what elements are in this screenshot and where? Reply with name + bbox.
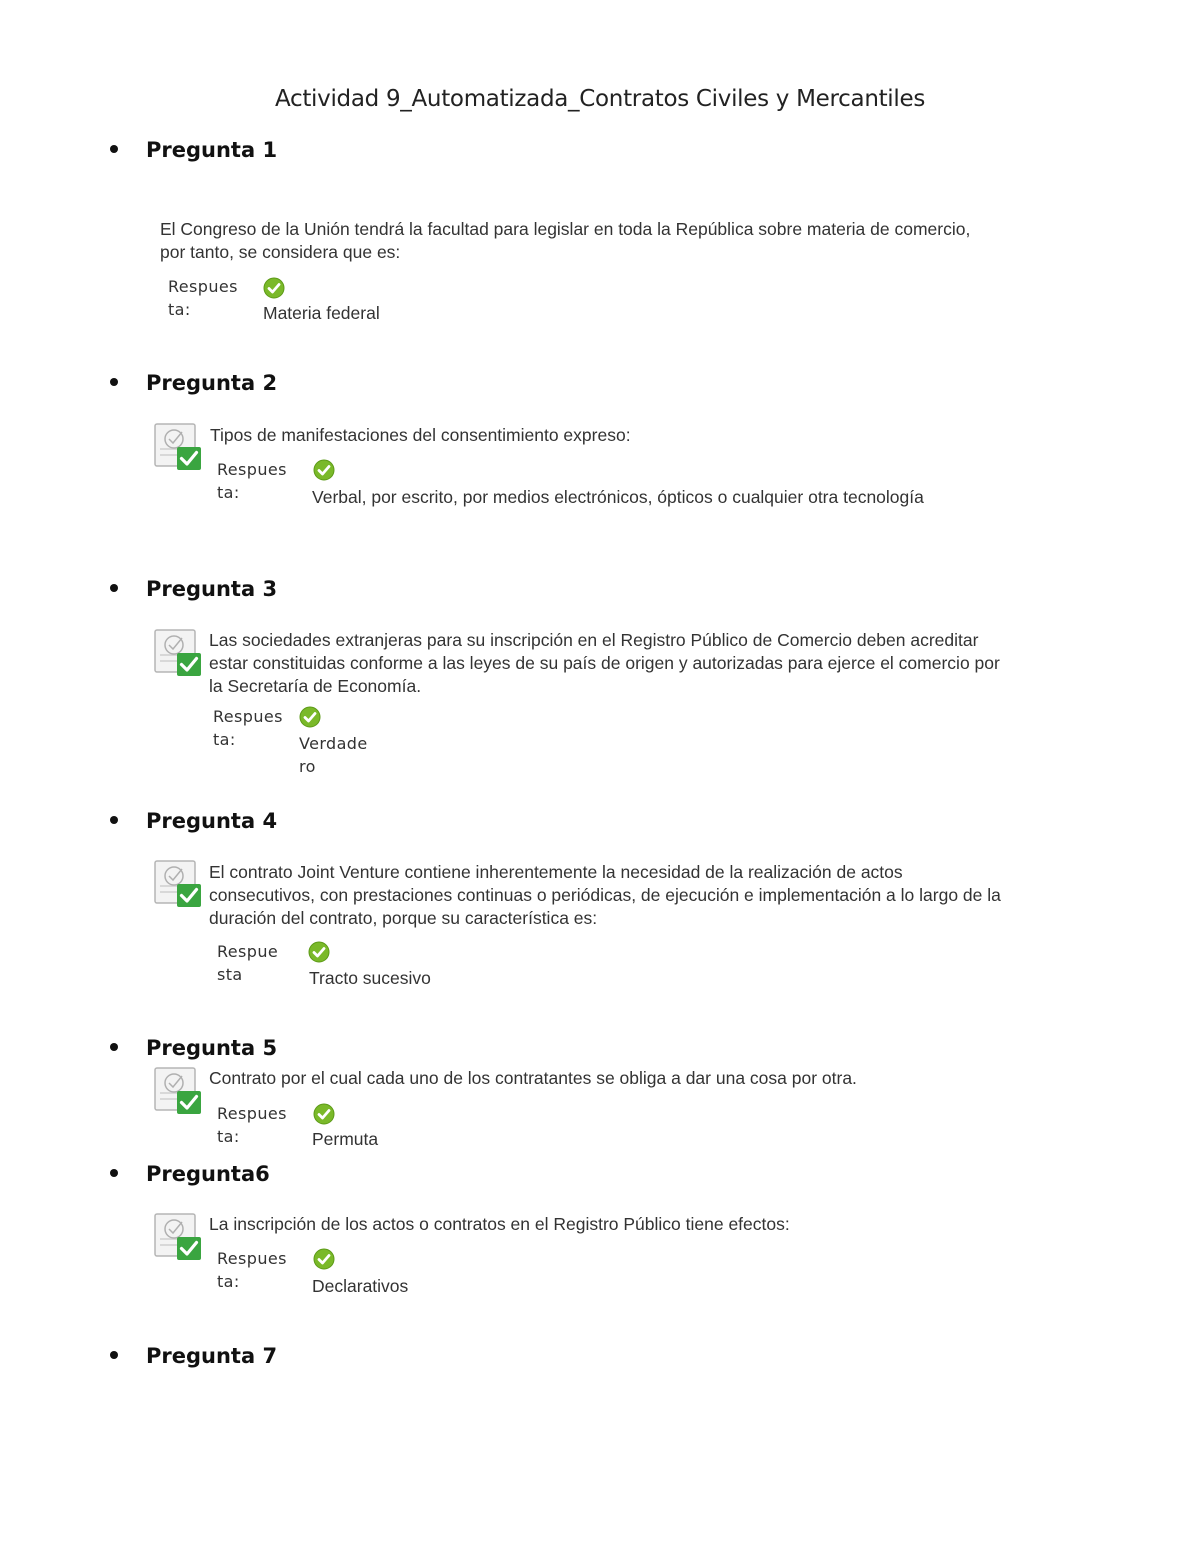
question-2-answer-label: Respues ta: — [217, 460, 287, 502]
question-6-answer-label: Respues ta: — [217, 1249, 287, 1291]
question-1-heading: Pregunta 1 — [110, 138, 277, 162]
bullet-icon — [110, 378, 118, 386]
correct-check-icon — [313, 1248, 335, 1270]
bullet-icon — [110, 1043, 118, 1051]
question-1-text: El Congreso de la Unión tendrá la facultad para legislar en toda la República sobre materia de comercio, por tanto, se considera que es: — [160, 219, 971, 262]
question-5-heading: Pregunta 5 — [110, 1036, 277, 1060]
page-title: Actividad 9_Automatizada_Contratos Civiles y Mercantiles — [274, 86, 926, 112]
question-2-answer: Verbal, por escrito, por medios electrónicos, ópticos o cualquier otra tecnología — [312, 487, 924, 507]
question-7-heading: Pregunta 7 — [110, 1344, 277, 1368]
question-3-answer: Verdade ro — [299, 734, 368, 776]
question-6-text: La inscripción de los actos o contratos en el Registro Público tiene efectos: — [209, 1214, 790, 1234]
question-4-heading: Pregunta 4 — [110, 809, 277, 833]
bullet-icon — [110, 1351, 118, 1359]
question-4-text: El contrato Joint Venture contiene inherentemente la necesidad de la realización de actos consecutivos, con prestaciones continuas o periódicas, de ejecución e implementación a lo largo de la duración del contrato, porque su característica es: — [209, 862, 1001, 928]
question-3-heading: Pregunta 3 — [110, 577, 277, 601]
correct-check-icon — [299, 706, 321, 728]
bullet-icon — [110, 584, 118, 592]
correct-check-icon — [308, 941, 330, 963]
question-3-answer-label: Respues ta: — [213, 707, 283, 749]
bullet-icon — [110, 1169, 118, 1177]
question-2-text: Tipos de manifestaciones del consentimiento expreso: — [210, 425, 631, 445]
graded-question-icon — [152, 1065, 204, 1117]
question-1-answer-label: Respues ta: — [168, 277, 238, 319]
graded-question-icon — [152, 421, 204, 473]
question-6-heading: Pregunta6 — [110, 1162, 270, 1186]
question-6-answer: Declarativos — [312, 1276, 409, 1296]
question-2-heading: Pregunta 2 — [110, 371, 277, 395]
graded-question-icon — [152, 858, 204, 910]
question-5-text: Contrato por el cual cada uno de los contratantes se obliga a dar una cosa por otra. — [209, 1068, 857, 1088]
question-1-answer: Materia federal — [263, 303, 380, 323]
graded-question-icon — [152, 627, 204, 679]
bullet-icon — [110, 145, 118, 153]
correct-check-icon — [313, 1103, 335, 1125]
bullet-icon — [110, 816, 118, 824]
correct-check-icon — [263, 277, 285, 299]
question-4-answer-label: Respue sta — [217, 942, 279, 984]
graded-question-icon — [152, 1211, 204, 1263]
question-5-answer-label: Respues ta: — [217, 1104, 287, 1146]
correct-check-icon — [313, 459, 335, 481]
question-3-text: Las sociedades extranjeras para su inscripción en el Registro Público de Comercio deben acreditar estar constituidas conforme a las leyes de su país de origen y autorizadas para ejerce el comercio por la Secretaría de Economía. — [209, 630, 1000, 696]
question-4-answer: Tracto sucesivo — [309, 968, 431, 988]
question-5-answer: Permuta — [312, 1129, 379, 1149]
